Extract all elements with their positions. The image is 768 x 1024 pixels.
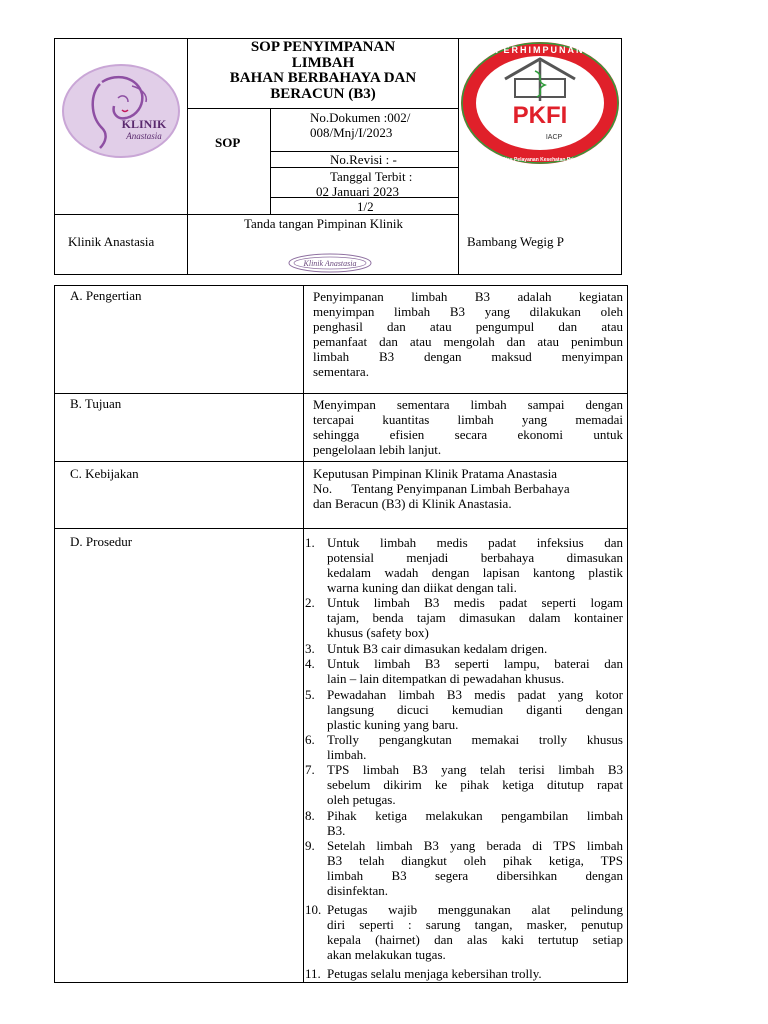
pkfi-acronym: PKFI: [512, 102, 568, 129]
list-item-number: 11.: [305, 966, 321, 982]
document-title: [190, 40, 456, 102]
signer-name: Bambang Wegig P: [467, 234, 564, 249]
list-item-number: 7.: [305, 762, 315, 778]
pkfi-arc-text: PERHIMPUNAN: [495, 45, 585, 55]
prosedur-list: [305, 535, 625, 980]
label-pengertian: A. Pengertian: [70, 288, 142, 303]
list-item-text: Setelah limbah B3 yang berada di TPS limbah B3 telah diangkut oleh pihak ketiga, TPS limbah B3 segera dibersihkan dengan disinfektan.: [327, 838, 623, 899]
label-prosedur: D. Prosedur: [70, 534, 133, 549]
list-item-number: 2.: [305, 595, 315, 611]
list-item-number: 9.: [305, 838, 315, 854]
clinic-logo-subtext: Anastasia: [126, 131, 162, 141]
sop-label: SOP: [215, 135, 241, 150]
list-item-text: Pewadahan limbah B3 medis padat yang kotor langsung dicuci kemudian diganti dengan plastic kuning yang baru.: [327, 686, 623, 732]
list-item-number: 5.: [305, 686, 315, 702]
label-kebijakan: C. Kebijakan: [70, 466, 139, 481]
pkfi-ring-text: Klinik & Fasilitas Pelayanan Kesehatan Primer Indonesia: [472, 157, 608, 163]
list-item-text: Untuk limbah B3 medis padat seperti logam tajam, benda tajam dimasukan dalam kontainer khusus (safety box): [327, 595, 623, 641]
list-item-text: TPS limbah B3 yang telah terisi limbah B3 sebelum dikirim ke pihak ketiga ditutup rapat oleh petugas.: [327, 762, 623, 808]
list-item-number: 3.: [305, 640, 315, 656]
clinic-logo-text: KLINIK: [121, 117, 167, 131]
list-item-text: Untuk B3 cair dimasukan kedalam drigen.: [327, 640, 548, 656]
title-line-2: LIMBAH: [291, 54, 355, 71]
clinic-stamp: [288, 253, 372, 273]
pkfi-logo: [459, 41, 621, 165]
signature-label: Tanda tangan Pimpinan Klinik: [244, 216, 404, 231]
clinic-name: Klinik Anastasia: [68, 234, 155, 249]
text-pengertian: Penyimpanan limbah B3 adalah kegiatan menyimpan limbah B3 yang dilakukan oleh penghasil dan atau pengumpul dan atau pemanfaat dan atau mengolah dan atau penimbun limbah B3 dengan maksud menyimpan sementara.: [313, 289, 623, 379]
label-tujuan: B. Tujuan: [70, 396, 122, 411]
list-item-number: 4.: [305, 656, 315, 672]
text-tujuan: Menyimpan sementara limbah sampai dengan tercapai kuantitas limbah yang memadai sehingga efisien secara ekonomi untuk pengelolaan lebih lanjut.: [313, 397, 623, 457]
list-item-text: Untuk limbah medis padat infeksius dan potensial menjadi berbahaya dimasukan kedalam wadah dengan lapisan kantong plastik warna kuning dan diikat dengan tali.: [327, 535, 623, 595]
issue-date: Tanggal Terbit : 02 Januari 2023: [316, 169, 413, 199]
pkfi-sub: IACP: [545, 134, 563, 141]
list-item-number: 1.: [305, 535, 315, 550]
list-item-text: Petugas selalu menjaga kebersihan trolly.: [327, 966, 542, 982]
revision-number: No.Revisi : -: [330, 152, 397, 167]
list-item-number: 8.: [305, 807, 315, 823]
text-kebijakan: Keputusan Pimpinan Klinik Pratama Anastasia No. Tentang Penyimpanan Limbah Berbahaya dan Beracun (B3) di Klinik Anastasia.: [313, 466, 570, 511]
page-number: 1/2: [357, 199, 374, 214]
list-item-text: Pihak ketiga melakukan pengambilan limbah B3.: [327, 807, 623, 838]
list-item-number: 6.: [305, 732, 315, 747]
title-line-1: SOP PENYIMPANAN: [250, 39, 396, 55]
list-item-text: Petugas wajib menggunakan alat pelindung diri seperti : sarung tangan, masker, penutup kepala (hairnet) dan alas kaki tertutup setiap akan melakukan tugas.: [327, 902, 623, 963]
list-item-text: Untuk limbah B3 seperti lampu, baterai dan lain – lain ditempatkan di pewadahan khusus.: [327, 656, 623, 687]
doc-number: No.Dokumen :002/ 008/Mnj/I/2023: [310, 110, 411, 140]
list-item-text: Trolly pengangkutan memakai trolly khusus limbah.: [327, 732, 623, 762]
list-item-number: 10.: [305, 902, 322, 918]
title-line-3: BAHAN BERBAHAYA DAN: [229, 70, 417, 86]
clinic-logo: [62, 64, 180, 158]
title-line-4: BERACUN (B3): [270, 85, 376, 102]
svg-text:Klinik Anastasia: Klinik Anastasia: [303, 259, 357, 268]
